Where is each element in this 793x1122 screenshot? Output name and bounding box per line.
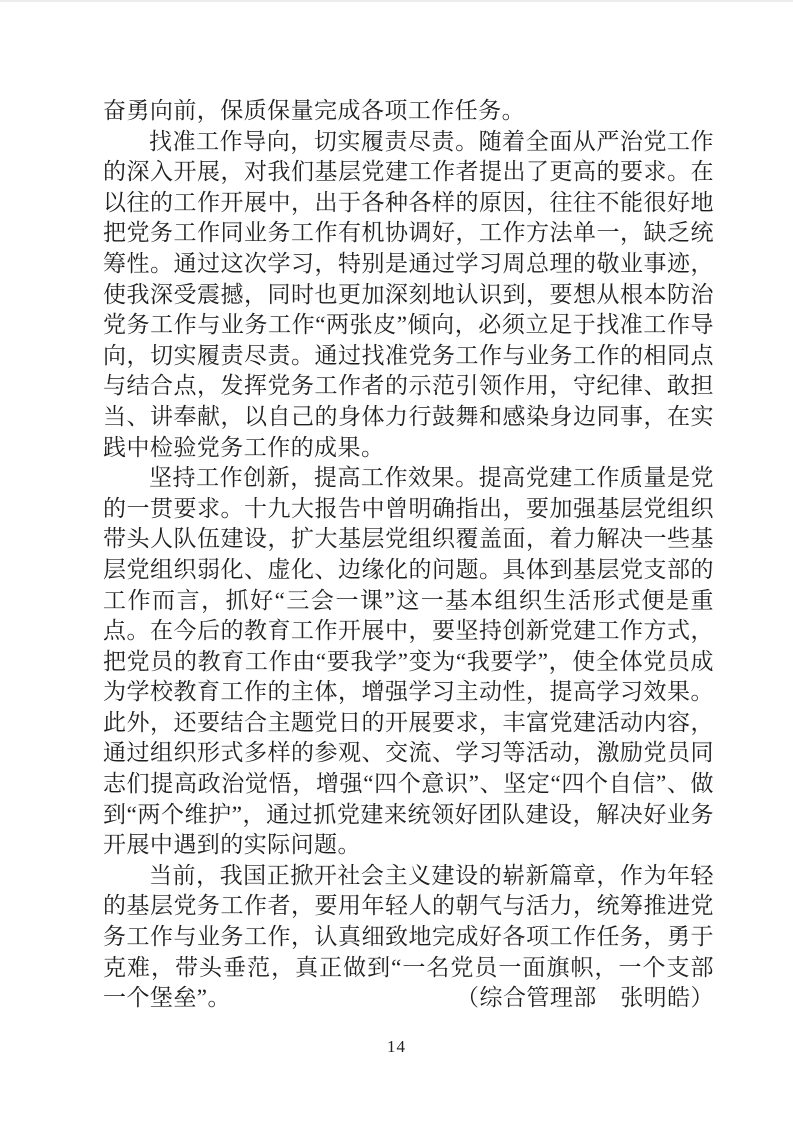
page-number: 14 (387, 1037, 406, 1056)
scan-edge-artifact (0, 0, 793, 2)
document-body (103, 96, 714, 1014)
author-attribution: （综合管理部 张明皓） (456, 985, 714, 1011)
paragraph-continuation: 奋勇向前，保质保量完成各项工作任务。 (103, 98, 526, 123)
paragraph-closing-text: 当前，我国正掀开社会主义建设的崭新篇章，作为年轻的基层党务工作者，要用年轻人的朝气与活力，统筹推进党务工作与业务工作，认真细致地完成好各项工作任务，勇于克难，带头垂范，真正做到“一名党员一面旗帜，一个支部一个堡垒”。 (103, 862, 714, 1011)
paragraph-work-orientation: 找准工作导向，切实履责尽责。随着全面从严治党工作的深入开展，对我们基层党建工作者提出了更高的要求。在以往的工作开展中，出于各种各样的原因，往往不能很好地把党务工作同业务工作有机协调好，工作方法单一，缺乏统筹性。通过这次学习，特别是通过学习周总理的敬业事迹，使我深受震撼，同时也更加深刻地认识到，要想从根本防治党务工作与业务工作“两张皮”倾向，必须立足于找准工作导向，切实履责尽责。通过找准党务工作与业务工作的相同点与结合点，发挥党务工作者的示范引领作用，守纪律、敢担当、讲奉献，以自己的身体力行鼓舞和感染身边同事，在实践中检验党务工作的成果。 (103, 128, 714, 460)
paragraph-closing (103, 861, 714, 1014)
paragraph-work-innovation: 坚持工作创新，提高工作效果。提高党建工作质量是党的一贯要求。十九大报告中曾明确指出，要加强基层党组织带头人队伍建设，扩大基层党组织覆盖面，着力解决一些基层党组织弱化、虚化、边缘化的问题。具体到基层党支部的工作而言，抓好“三会一课”这一基本组织生活形式便是重点。在今后的教育工作开展中，要坚持创新党建工作方式，把党员的教育工作由“要我学”变为“我要学”，使全体党员成为学校教育工作的主体，增强学习主动性，提高学习效果。此外，还要结合主题党日的开展要求，丰富党建活动内容，通过组织形式多样的参观、交流、学习等活动，激励党员同志们提高政治觉悟，增强“四个意识”、坚定“四个自信”、做到“两个维护”，通过抓党建来统领好团队建设，解决好业务开展中遇到的实际问题。 (103, 465, 714, 858)
